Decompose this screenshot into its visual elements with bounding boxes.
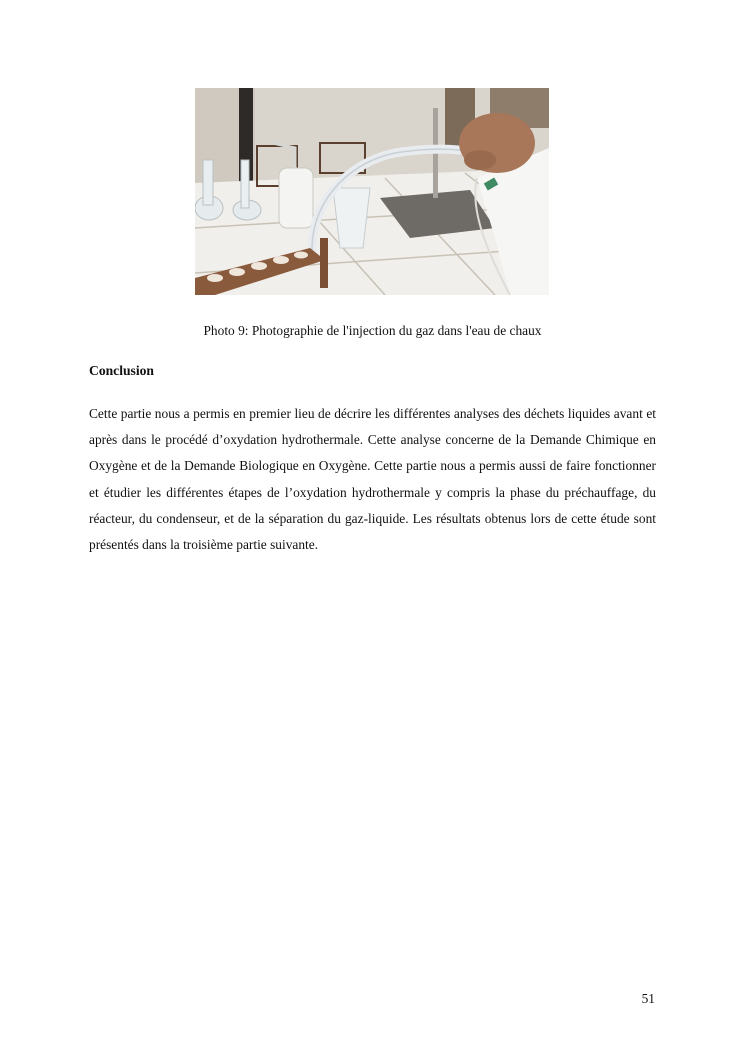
conclusion-paragraph: Cette partie nous a permis en premier lieu de décrire les différentes analyses des déchets liquides avant et après dans le procédé d’oxydation hydrothermale. Cette analyse concerne de la Demande Chimique en Oxygène et de la Demande Biologique en Oxygène. Cette partie nous a permis aussi de faire fonctionner et étudier les différentes étapes de l’oxydation hydrothermale y compris la phase du préchauffage, du réacteur, du condenseur, et de la séparation du gaz-liquide. Les résultats obtenus lors de cette étude sont présentés dans la troisième partie suivante. [89,406,656,553]
lab-photo [195,88,549,295]
section-heading: Conclusion [89,363,154,378]
page-number: 51 [641,991,655,1006]
figure-caption: Photo 9: Photographie de l'injection du gaz dans l'eau de chaux [203,323,542,338]
lab-photo-illustration [195,88,549,295]
